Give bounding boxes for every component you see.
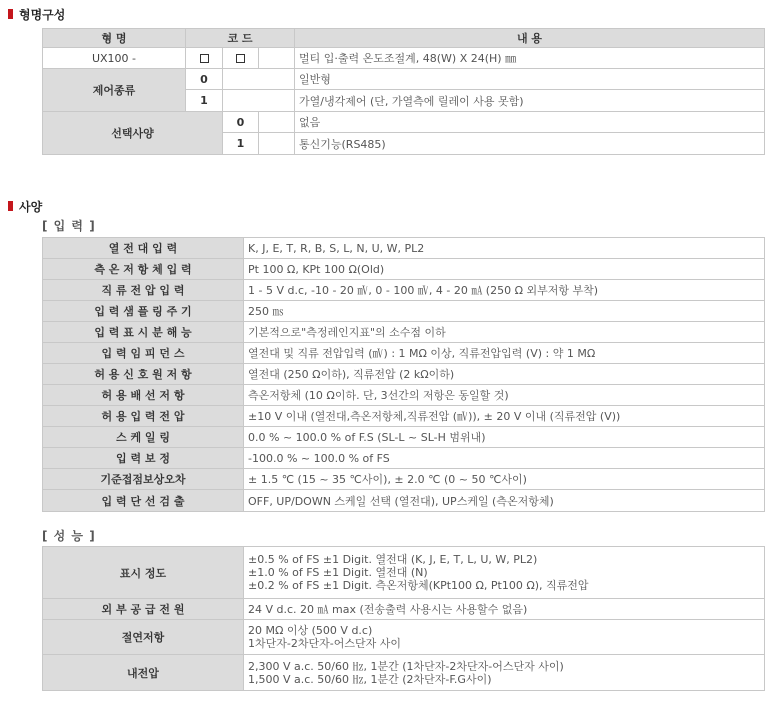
perf-value: 24 V d.c. 20 ㎃ max (전송출력 사용시는 사용할수 없음) <box>244 599 765 620</box>
control-desc-1: 가열/냉각제어 (단, 가열측에 릴레이 사용 못함) <box>295 90 765 112</box>
option-desc-1: 통신기능(RS485) <box>295 133 765 155</box>
spec-value: 250 ㎳ <box>244 301 765 322</box>
spec-label: 스 케 일 링 <box>43 427 244 448</box>
code-box-2 <box>223 48 259 69</box>
spec-value: 1 - 5 V d.c, -10 - 20 ㎷, 0 - 100 ㎷, 4 - 20 ㎃ (250 Ω 외부저항 부착) <box>244 280 765 301</box>
spec-value: 0.0 % ~ 100.0 % of F.S (SL-L ~ SL-H 범위내) <box>244 427 765 448</box>
perf-line: 1,500 V a.c. 50/60 ㎐, 1분간 (2차단자-F.G사이) <box>248 672 492 686</box>
model-table <box>42 28 765 155</box>
spec-value: 기본적으로"측정레인지표"의 소수점 이하 <box>244 322 765 343</box>
header-content: 내 용 <box>295 29 765 48</box>
spec-label: 입 력 보 정 <box>43 448 244 469</box>
empty-cell <box>259 133 295 155</box>
perf-label: 내전압 <box>43 655 244 691</box>
option-desc-0: 없음 <box>295 112 765 133</box>
spec-value: 열전대 및 직류 전압입력 (㎷) : 1 MΩ 이상, 직류전압입력 (V) : 약 1 MΩ <box>244 343 765 364</box>
option-code-1: 1 <box>223 133 259 155</box>
spec-label: 허 용 신 호 원 저 항 <box>43 364 244 385</box>
input-subtitle: [ 입 력 ] <box>42 219 96 233</box>
spec-value: 측온저항체 (10 Ω이하. 단, 3선간의 저항은 동일할 것) <box>244 385 765 406</box>
spec-label: 기준접점보상오차 <box>43 469 244 490</box>
spec-label: 직 류 전 압 입 력 <box>43 280 244 301</box>
spec-value: ± 1.5 ℃ (15 ~ 35 ℃사이), ± 2.0 ℃ (0 ~ 50 ℃사이) <box>244 469 765 490</box>
option-code-0: 0 <box>223 112 259 133</box>
spec-value: OFF, UP/DOWN 스케일 선택 (열전대), UP스케일 (측온저항체) <box>244 490 765 512</box>
spec-label: 열 전 대 입 력 <box>43 238 244 259</box>
perf-line: 1차단자-2차단자-어스단자 사이 <box>248 637 401 650</box>
spec-value: -100.0 % ~ 100.0 % of FS <box>244 448 765 469</box>
perf-label: 절연저항 <box>43 620 244 655</box>
red-bullet-icon <box>8 201 13 211</box>
performance-subtitle: [ 성 능 ] <box>42 529 96 543</box>
spec-label: 측 온 저 항 체 입 력 <box>43 259 244 280</box>
perf-line: ±0.2 % of FS ±1 Digit. 측온저항체(KPt100 Ω, Pt100 Ω), 직류전압 <box>248 579 589 592</box>
empty-cell <box>223 69 295 90</box>
empty-cell <box>223 90 295 112</box>
spec-value: K, J, E, T, R, B, S, L, N, U, W, PL2 <box>244 238 765 259</box>
spec-label: 허 용 배 선 저 항 <box>43 385 244 406</box>
spec-label: 입 력 샘 플 링 주 기 <box>43 301 244 322</box>
spec-label: 입 력 임 피 던 스 <box>43 343 244 364</box>
square-icon <box>236 54 245 63</box>
section-title-text: 사양 <box>19 199 43 214</box>
control-code-1: 1 <box>186 90 223 112</box>
empty-cell <box>259 112 295 133</box>
header-model: 형 명 <box>43 29 186 48</box>
section-title-text: 형명구성 <box>19 7 66 22</box>
input-spec-table <box>42 237 765 512</box>
perf-label: 외 부 공 급 전 원 <box>43 599 244 620</box>
control-code-0: 0 <box>186 69 223 90</box>
section-title-model <box>8 6 65 22</box>
spec-label: 허 용 입 력 전 압 <box>43 406 244 427</box>
spec-label: 입 력 표 시 분 해 능 <box>43 322 244 343</box>
option-label: 선택사양 <box>43 112 223 155</box>
perf-value <box>244 655 765 691</box>
perf-label: 표시 정도 <box>43 547 244 599</box>
perf-line: ±0.5 % of FS ±1 Digit. 열전대 (K, J, E, T, L, U, W, PL2) <box>248 553 538 566</box>
spec-value: ±10 V 이내 (열전대,측온저항체,직류전압 (㎷)), ± 20 V 이내 (직류전압 (V)) <box>244 406 765 427</box>
performance-table <box>42 546 765 691</box>
code-box-1 <box>186 48 223 69</box>
spec-label: 입 력 단 선 검 출 <box>43 490 244 512</box>
red-bullet-icon <box>8 9 13 19</box>
model-desc: 멀티 입·출력 온도조절계, 48(W) X 24(H) ㎜ <box>295 48 765 69</box>
model-name: UX100 - <box>43 48 186 69</box>
code-box-3 <box>259 48 295 69</box>
header-code: 코 드 <box>186 29 295 48</box>
perf-line: 2,300 V a.c. 50/60 ㎐, 1분간 (1차단자-2차단자-어스단자 사이) <box>248 659 564 673</box>
perf-value <box>244 620 765 655</box>
square-icon <box>200 54 209 63</box>
perf-line: 20 MΩ 이상 (500 V d.c) <box>248 624 373 637</box>
control-desc-0: 일반형 <box>295 69 765 90</box>
section-title-spec <box>8 198 42 214</box>
control-type-label: 제어종류 <box>43 69 186 112</box>
spec-value: 열전대 (250 Ω이하), 직류전압 (2 kΩ이하) <box>244 364 765 385</box>
spec-value: Pt 100 Ω, KPt 100 Ω(Old) <box>244 259 765 280</box>
perf-line: ±1.0 % of FS ±1 Digit. 열전대 (N) <box>248 566 428 579</box>
perf-value <box>244 547 765 599</box>
